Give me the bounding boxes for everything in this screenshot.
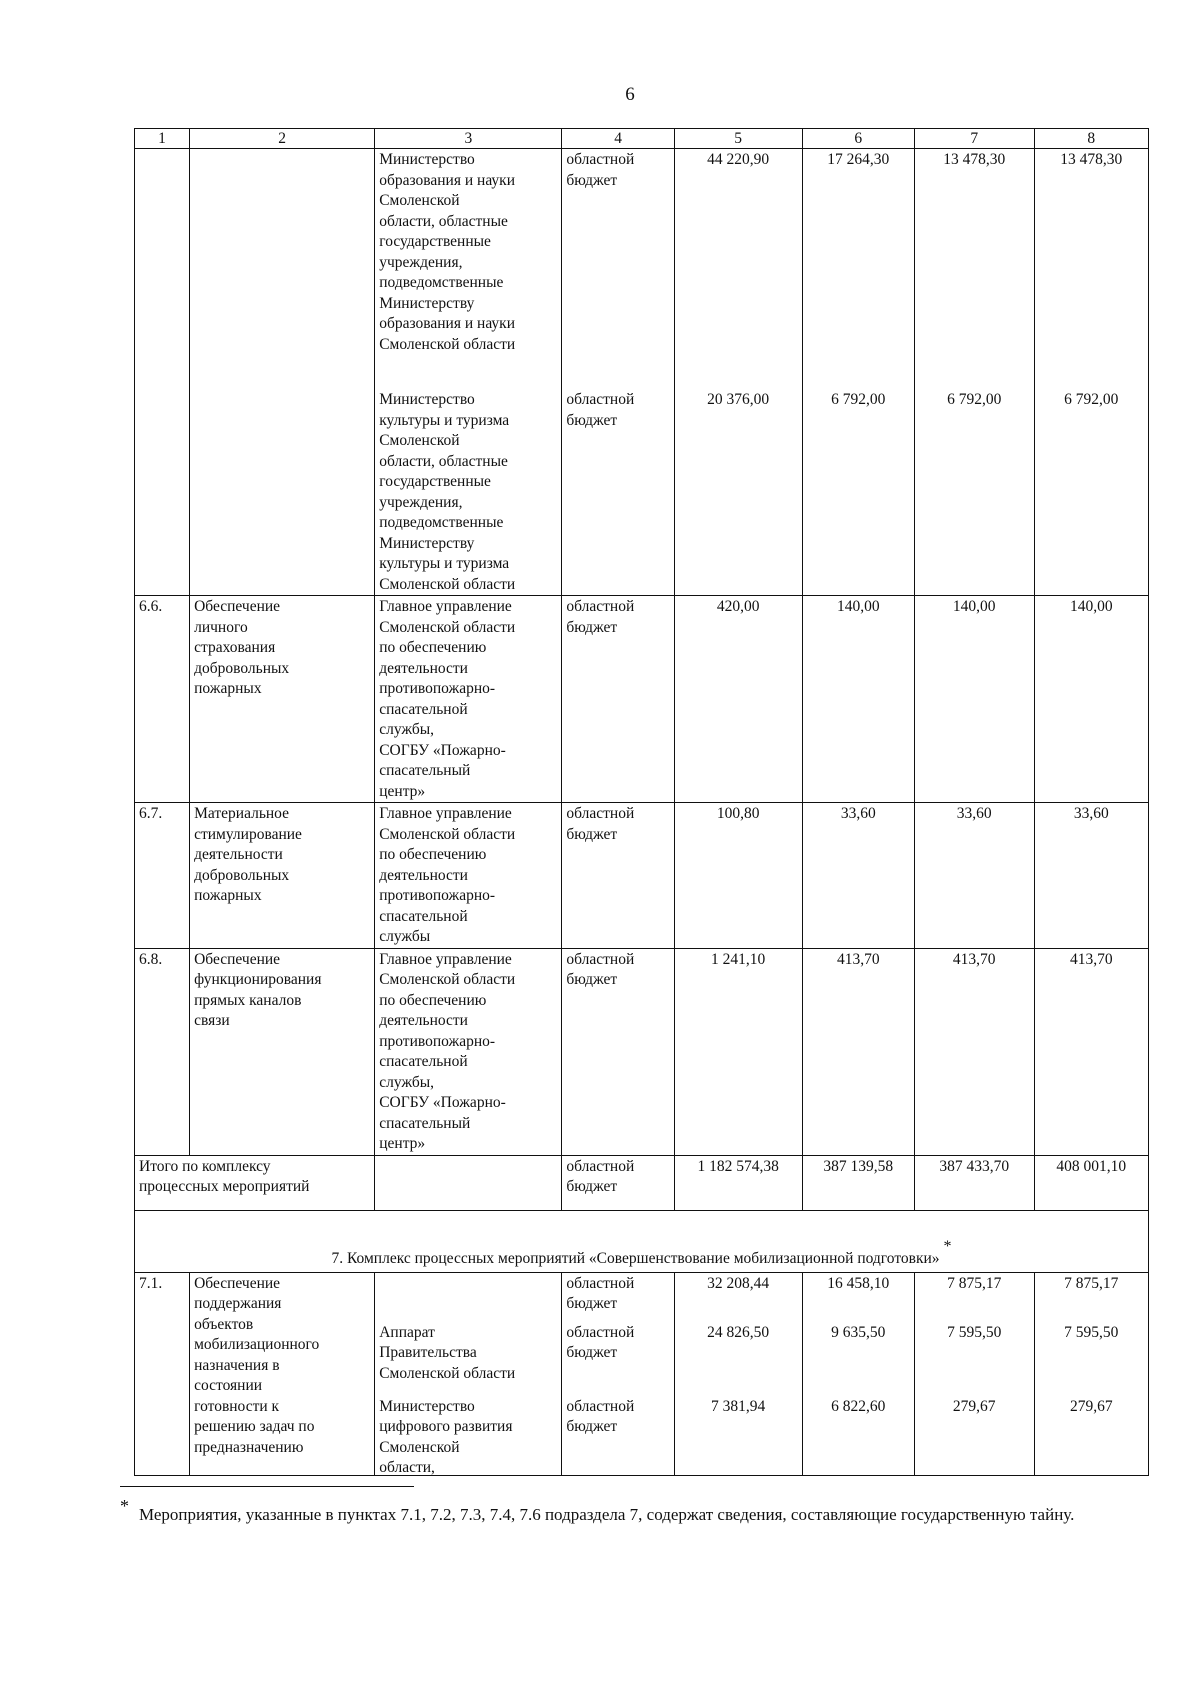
sub-block [566, 1274, 669, 1323]
sub-block [1039, 1323, 1144, 1397]
budget-table [134, 128, 1149, 1476]
text-line: областной [566, 391, 635, 408]
text-line: СОГБУ «Пожарно- [379, 741, 506, 759]
sub-block [566, 1397, 669, 1475]
text-line: Смоленской [379, 1438, 460, 1456]
text-line: состоянии [194, 1377, 263, 1394]
cell-year1: 413,70 [802, 948, 914, 1155]
text-line: Главное управление [379, 598, 512, 615]
text-line: культуры и туризма [379, 411, 510, 429]
text-line: Смоленской [379, 432, 460, 449]
text-line: учреждения, [379, 253, 463, 271]
text-line: поддержания [194, 1295, 282, 1312]
text-line: Главное управление [379, 950, 512, 968]
cell-year1 [802, 1272, 914, 1475]
sub-block [807, 1323, 910, 1397]
sub-block [1039, 1397, 1144, 1475]
value: 7 595,50 [1064, 1323, 1119, 1341]
cell-name [190, 1272, 375, 1475]
text-line: областной [566, 1323, 635, 1341]
cell-year3: 140,00 [1034, 596, 1148, 803]
cell-year2: 13 478,30 [914, 149, 1034, 390]
text-line: Правительства [379, 1344, 477, 1361]
text-line: государственные [379, 233, 491, 250]
text-line: добровольных [194, 659, 290, 677]
text-line: области, областные [379, 452, 508, 470]
cell-organization [375, 389, 562, 596]
text-line: Смоленской области [379, 335, 516, 353]
text-line: области, [379, 1459, 435, 1476]
text-line: предназначению [194, 1438, 304, 1456]
cell-year2: 413,70 [914, 948, 1034, 1155]
cell-year2: 6 792,00 [914, 389, 1034, 596]
text-line: готовности к [194, 1397, 280, 1415]
cell-number [135, 389, 190, 596]
value: 7 875,17 [1064, 1274, 1119, 1292]
text-line: бюджет [566, 1418, 618, 1435]
text-line: спасательной [379, 907, 468, 925]
text-line: прямых каналов [194, 991, 302, 1009]
text-line: Итого по комплексу [139, 1157, 271, 1175]
cell-year3 [1034, 1272, 1148, 1475]
cell-year2: 140,00 [914, 596, 1034, 803]
cell-source [562, 1155, 674, 1210]
column-number: 1 [135, 129, 190, 149]
section-header-row [135, 1210, 1149, 1272]
text-line: бюджет [566, 411, 618, 429]
page-number: 6 [625, 84, 635, 105]
text-line: государственные [379, 473, 491, 490]
text-line: Смоленской области [379, 1364, 516, 1382]
value: 279,67 [1069, 1397, 1113, 1415]
text-line: цифрового развития [379, 1418, 513, 1435]
cell-organization [375, 149, 562, 390]
footnote [120, 1496, 1150, 1526]
value: 7 595,50 [947, 1323, 1002, 1341]
section-title [135, 1210, 1149, 1272]
cell-organization [375, 803, 562, 949]
column-number: 6 [802, 129, 914, 149]
text-line: области, областные [379, 212, 508, 230]
sub-block [807, 1397, 910, 1475]
text-line: мобилизационного [194, 1336, 320, 1353]
text-line: Материальное [194, 805, 290, 822]
text-line: центр» [379, 782, 426, 800]
table-row [135, 1272, 1149, 1475]
text-line: Смоленской области [379, 575, 516, 593]
cell-source [562, 803, 674, 949]
text-line: деятельности [194, 846, 283, 863]
text-line: Министерство [379, 151, 475, 168]
column-number-row [135, 129, 1149, 149]
footnote-rule [120, 1486, 414, 1487]
text-line: деятельности [379, 1012, 468, 1029]
text-line: Аппарат [379, 1323, 435, 1341]
footnote-mark: * [120, 1496, 129, 1516]
text-line: службы, [379, 1073, 435, 1091]
text-line: областной [566, 598, 635, 615]
text-line: центр» [379, 1135, 426, 1152]
cell-source [562, 1272, 674, 1475]
cell-total: 100,80 [674, 803, 802, 949]
total-year2: 387 433,70 [914, 1155, 1034, 1210]
text-line: пожарных [194, 680, 262, 697]
text-line: спасательный [379, 1114, 471, 1132]
cell-organization [375, 948, 562, 1155]
text-line: Министерству [379, 294, 475, 312]
text-line: добровольных [194, 866, 290, 884]
total-label [135, 1155, 375, 1210]
total-year1: 387 139,58 [802, 1155, 914, 1210]
cell-year1: 17 264,30 [802, 149, 914, 390]
cell-organization [375, 596, 562, 803]
text-line: подведомственные [379, 274, 504, 291]
sub-block [919, 1323, 1030, 1397]
column-number: 7 [914, 129, 1034, 149]
text-line: противопожарно- [379, 1032, 496, 1050]
text-line: бюджет [566, 1178, 618, 1195]
total-row [135, 1155, 1149, 1210]
cell-year3: 33,60 [1034, 803, 1148, 949]
text-line: спасательный [379, 762, 471, 779]
text-line: службы [379, 928, 431, 945]
text-line: решению задач по [194, 1418, 315, 1435]
table-row [135, 596, 1149, 803]
text-line: по обеспечению [379, 991, 487, 1009]
text-line: деятельности [379, 866, 468, 884]
value: 32 208,44 [707, 1274, 770, 1292]
cell-organization [375, 1272, 562, 1475]
text-line: областной [566, 1274, 635, 1292]
sub-block [679, 1323, 798, 1397]
section-title-mark: * [943, 1238, 952, 1255]
text-line: областной [566, 1157, 635, 1175]
cell-year1: 6 792,00 [802, 389, 914, 596]
sub-block [566, 1323, 669, 1397]
table-row [135, 948, 1149, 1155]
text-line: Смоленской области [379, 971, 516, 988]
text-line: спасательной [379, 700, 468, 718]
cell-name [190, 389, 375, 596]
table-row [135, 149, 1149, 390]
value: 7 381,94 [711, 1397, 766, 1415]
text-line: Главное управление [379, 805, 512, 822]
column-number: 5 [674, 129, 802, 149]
value: 24 826,50 [707, 1323, 770, 1341]
sub-block [679, 1397, 798, 1475]
text-line: областной [566, 805, 635, 822]
text-line: Смоленской области [379, 618, 516, 636]
cell-year3: 13 478,30 [1034, 149, 1148, 390]
text-line: образования и науки [379, 315, 515, 332]
table-row [135, 389, 1149, 596]
sub-block [379, 1323, 557, 1397]
text-line: областной [566, 151, 635, 168]
text-line: функционирования [194, 971, 322, 988]
value: 16 458,10 [827, 1274, 890, 1292]
text-line: спасательной [379, 1053, 468, 1070]
text-line: областной [566, 1397, 635, 1415]
cell-number: 6.7. [135, 803, 190, 949]
text-line: бюджет [566, 618, 618, 636]
total-sum: 1 182 574,38 [674, 1155, 802, 1210]
text-line: образования и науки [379, 171, 515, 189]
text-line: личного [194, 618, 248, 636]
cell-source [562, 948, 674, 1155]
cell-year1: 140,00 [802, 596, 914, 803]
sub-block [379, 1274, 557, 1323]
section-title-text: 7. Комплекс процессных мероприятий «Совершенствование мобилизационной подготовки» [331, 1250, 940, 1267]
text-line: бюджет [566, 825, 618, 843]
text-line: стимулирование [194, 825, 302, 843]
cell-source [562, 596, 674, 803]
table-row [135, 803, 1149, 949]
sub-block [919, 1274, 1030, 1323]
cell-year2: 33,60 [914, 803, 1034, 949]
cell-total: 1 241,10 [674, 948, 802, 1155]
cell-number: 7.1. [135, 1272, 190, 1475]
text-line: назначения в [194, 1356, 280, 1374]
cell-number: 6.8. [135, 948, 190, 1155]
column-number: 2 [190, 129, 375, 149]
cell-total [674, 1272, 802, 1475]
value: 279,67 [952, 1397, 996, 1415]
cell-source [562, 389, 674, 596]
value: 7 875,17 [947, 1274, 1002, 1292]
text-line: Министерство [379, 1397, 475, 1415]
cell-number: 6.6. [135, 596, 190, 803]
value: 6 822,60 [831, 1397, 886, 1415]
text-line: страхования [194, 639, 276, 656]
cell-year3: 413,70 [1034, 948, 1148, 1155]
text-line: областной [566, 950, 635, 968]
sub-block [919, 1397, 1030, 1475]
text-line: объектов [194, 1315, 254, 1333]
sub-block [1039, 1274, 1144, 1323]
text-line: СОГБУ «Пожарно- [379, 1094, 506, 1111]
value: 9 635,50 [831, 1323, 886, 1341]
text-line: Министерство [379, 391, 475, 408]
cell-total: 420,00 [674, 596, 802, 803]
cell-name [190, 803, 375, 949]
text-line: Обеспечение [194, 950, 281, 968]
cell-name [190, 596, 375, 803]
text-line: бюджет [566, 1295, 618, 1312]
cell-source [562, 149, 674, 390]
cell-name [190, 948, 375, 1155]
text-line: бюджет [566, 1344, 618, 1361]
text-line: процессных мероприятий [139, 1178, 310, 1195]
footnote-text: Мероприятия, указанные в пунктах 7.1, 7.2, 7.3, 7.4, 7.6 подраздела 7, содержат сведения, составляющие государственную тайну. [139, 1505, 1075, 1524]
column-number: 4 [562, 129, 674, 149]
cell-total: 44 220,90 [674, 149, 802, 390]
text-line: Обеспечение [194, 1274, 281, 1292]
text-line: Министерству [379, 534, 475, 552]
sub-block [807, 1274, 910, 1323]
text-line: противопожарно- [379, 887, 496, 904]
text-line: по обеспечению [379, 639, 487, 656]
text-line: бюджет [566, 971, 618, 988]
column-number: 3 [375, 129, 562, 149]
total-year3: 408 001,10 [1034, 1155, 1148, 1210]
cell-year1: 33,60 [802, 803, 914, 949]
cell-number [135, 149, 190, 390]
column-number: 8 [1034, 129, 1148, 149]
cell-total: 20 376,00 [674, 389, 802, 596]
text-line: службы, [379, 721, 435, 738]
text-line: бюджет [566, 171, 618, 189]
cell-organization [375, 1155, 562, 1210]
text-line: Смоленской области [379, 825, 516, 843]
text-line: Смоленской [379, 192, 460, 209]
text-line: пожарных [194, 887, 262, 904]
text-line: Обеспечение [194, 598, 281, 615]
text-line: подведомственные [379, 514, 504, 531]
text-line: культуры и туризма [379, 555, 510, 572]
cell-year3: 6 792,00 [1034, 389, 1148, 596]
text-line: по обеспечению [379, 846, 487, 863]
sub-block [379, 1397, 557, 1475]
text-line: деятельности [379, 659, 468, 677]
text-line: противопожарно- [379, 680, 496, 697]
text-line: учреждения, [379, 493, 463, 511]
sub-block [679, 1274, 798, 1323]
cell-name [190, 149, 375, 390]
cell-year2 [914, 1272, 1034, 1475]
text-line: связи [194, 1012, 230, 1029]
